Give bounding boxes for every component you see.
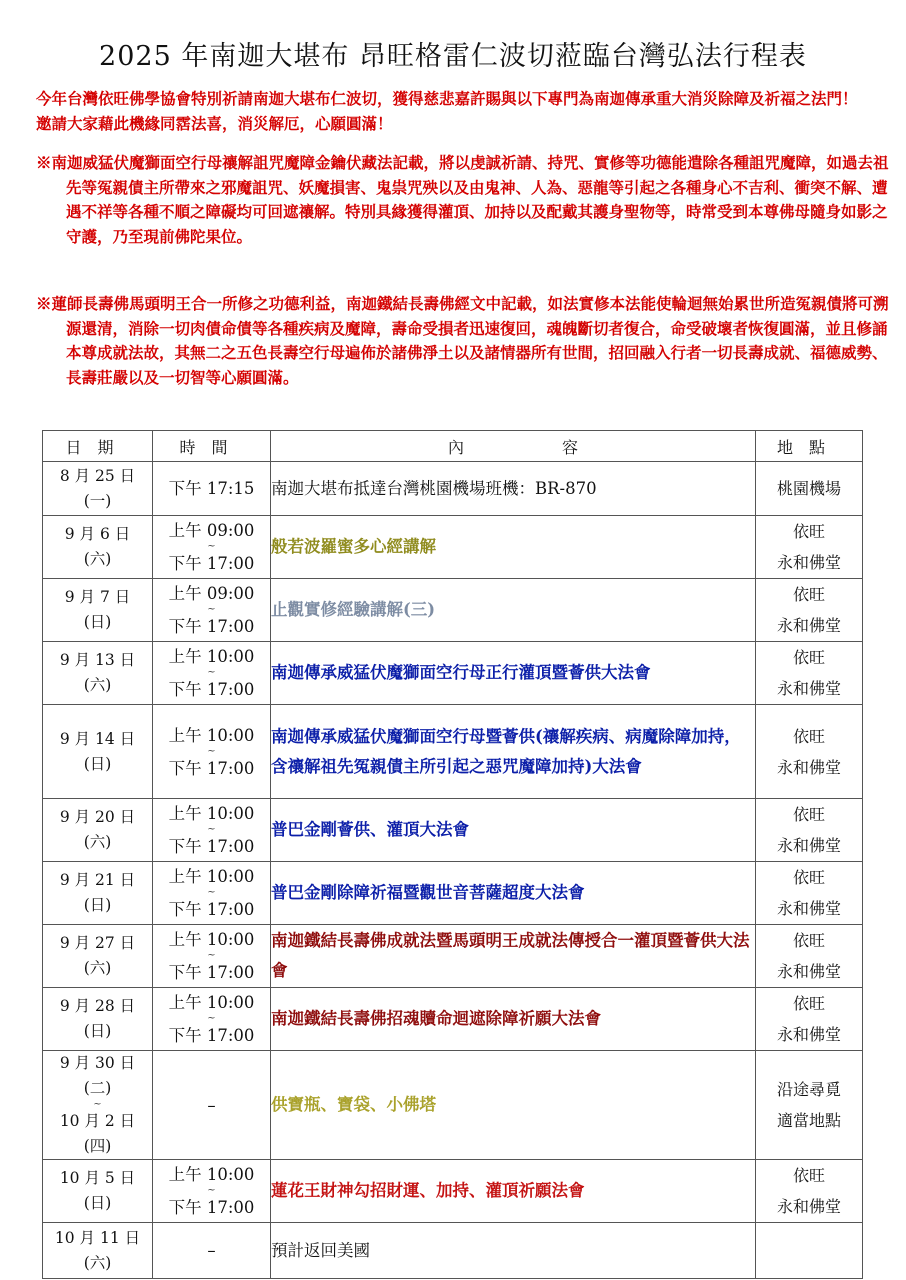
location-line-2: 永和佛堂: [776, 757, 841, 777]
time-cell: [153, 516, 271, 579]
time-range-tilde: ~: [207, 667, 216, 678]
location-line: 桃園機場: [776, 479, 841, 498]
time-cell: [153, 1051, 271, 1160]
location-line-2: 永和佛堂: [776, 962, 841, 981]
table-row: [43, 925, 863, 988]
time-range-tilde: ~: [207, 887, 216, 898]
schedule-table: [42, 430, 863, 1279]
time-range-tilde: ~: [207, 541, 216, 552]
note-curse-protection: ※南迦威猛伏魔獅面空行母禳解詛咒魔障金鑰伏藏法記載，將以虔誠祈請、持咒、實修等功德能遣除各種詛咒魔障，如過去祖先等冤親債主所帶來之邪魔詛咒、妖魔損害、鬼祟咒殃以及由鬼神、人為、惡龍等引起之各種身心不吉利、衝突不解、遭遇不祥等各種不順之障礙均可回遮禳解。特別具緣獲得灌頂、加持以及配戴其護身聖物等，時常受到本尊佛母隨身如影之守護，乃至現前佛陀果位。: [36, 153, 889, 246]
table-row: [43, 642, 863, 705]
header-time: 時間: [153, 431, 271, 462]
location-line: 依旺: [792, 994, 825, 1013]
location-line: 依旺: [792, 648, 825, 667]
date-cell: [43, 988, 153, 1051]
table-header-row: [43, 431, 863, 462]
location-cell: [756, 642, 863, 705]
date-range-tilde: ~: [93, 1099, 102, 1110]
location-cell: [756, 862, 863, 925]
content-cell: 供寶瓶、寶袋、小佛塔: [271, 1051, 756, 1160]
time-text: –: [207, 1095, 216, 1115]
time-cell: [153, 925, 271, 988]
time-start: 上午 10:00: [168, 725, 255, 745]
time-end: 下午 17:00: [168, 680, 255, 699]
weekday: (一): [83, 491, 112, 510]
time-cell: [153, 705, 271, 799]
location-cell: [756, 462, 863, 516]
location-cell: [756, 988, 863, 1051]
weekday: (六): [83, 550, 112, 568]
location-line: 依旺: [792, 585, 825, 604]
date-line: 9 月 6 日: [64, 525, 131, 543]
time-range-tilde: ~: [207, 1013, 216, 1024]
time-cell: [153, 642, 271, 705]
date-cell: [43, 705, 153, 799]
location-cell: [756, 579, 863, 642]
location-line-2: 永和佛堂: [776, 899, 841, 918]
weekday: (日): [83, 754, 112, 773]
time-cell: [153, 579, 271, 642]
note-longevity: ※蓮師長壽佛馬頭明王合一所修之功德利益，南迦鐵結長壽佛經文中記載，如法實修本法能使輪迴無始累世所造冤親債將可溯源還清，消除一切肉債命債等各種疾病及魔障，壽命受損者迅速復回，魂魄斷切者復合，命受破壞者恢復圓滿，並且修誦本尊成就法故，其無二之五色長壽空行母遍佈於諸佛淨土以及諸情器所有世間，招回融入行者一切長壽成就、福德威勢、長壽莊嚴以及一切智等心願圓滿。: [36, 294, 889, 387]
location-cell: [756, 799, 863, 862]
time-text: –: [207, 1241, 216, 1260]
time-start: 上午 10:00: [168, 804, 255, 823]
weekday: (六): [83, 1253, 112, 1272]
date-line: 9 月 30 日: [59, 1054, 136, 1072]
date-cell: [43, 642, 153, 705]
date-line-end: 10 月 2 日: [59, 1112, 136, 1130]
header-location: 地點: [756, 431, 863, 462]
content-cell: 普巴金剛除障祈福暨觀世音菩薩超度大法會: [271, 862, 756, 925]
time-cell: [153, 988, 271, 1051]
time-end: 下午 17:00: [168, 758, 255, 778]
time-end: 下午 17:00: [168, 837, 255, 856]
table-row: [43, 1223, 863, 1279]
date-cell: [43, 1223, 153, 1279]
date-line: 9 月 28 日: [59, 997, 136, 1015]
time-start: 上午 09:00: [168, 521, 255, 540]
table-row: [43, 988, 863, 1051]
table-row: [43, 1051, 863, 1160]
time-end: 下午 17:00: [168, 1198, 255, 1217]
date-cell: [43, 1051, 153, 1160]
location-line-2: 永和佛堂: [776, 616, 841, 635]
content-cell: 止觀實修經驗講解(三): [271, 579, 756, 642]
content-cell: 普巴金剛薈供、灌頂大法會: [271, 799, 756, 862]
location-line-2: 永和佛堂: [776, 679, 841, 698]
date-cell: [43, 579, 153, 642]
intro-paragraph: 今年台灣依旺佛學協會特別祈請南迦大堪布仁波切，獲得慈悲嘉許賜與以下專門為南迦傳承重大消災除障及祈福之法門！邀請大家藉此機緣同霑法喜，消災解厄，心願圓滿！: [36, 89, 858, 133]
header-date: 日期: [43, 431, 153, 462]
time-end: 下午 17:00: [168, 963, 255, 982]
table-row: [43, 1160, 863, 1223]
location-line-2: 適當地點: [776, 1111, 841, 1130]
location-line: 依旺: [792, 726, 825, 746]
weekday: (六): [83, 676, 112, 694]
weekday: (日): [83, 896, 112, 914]
date-line: 9 月 21 日: [59, 871, 136, 889]
time-start: 上午 10:00: [168, 930, 255, 949]
time-text: 下午 17:15: [168, 479, 255, 498]
location-cell: [756, 1160, 863, 1223]
weekday: (六): [83, 959, 112, 977]
time-end: 下午 17:00: [168, 617, 255, 636]
location-line: 依旺: [792, 868, 825, 887]
time-range-tilde: ~: [207, 604, 216, 615]
date-line: 9 月 7 日: [64, 588, 131, 606]
location-cell: [756, 705, 863, 799]
time-start: 上午 10:00: [168, 647, 255, 666]
location-cell: [756, 516, 863, 579]
page-title: 2025 年南迦大堪布 昂旺格雷仁波切蒞臨台灣弘法行程表: [99, 41, 807, 72]
time-cell: [153, 799, 271, 862]
location-line-2: 永和佛堂: [776, 836, 841, 855]
weekday: (六): [83, 833, 112, 851]
time-range-tilde: ~: [207, 745, 216, 757]
header-content: 內容: [271, 431, 756, 462]
date-line: 9 月 13 日: [59, 651, 136, 669]
date-line: 9 月 14 日: [59, 729, 136, 748]
date-line: 10 月 11 日: [54, 1228, 141, 1247]
time-cell: [153, 862, 271, 925]
date-cell: [43, 862, 153, 925]
content-cell: 般若波羅蜜多心經講解: [271, 516, 756, 579]
content-cell: 南迦大堪布抵達台灣桃園機場班機：BR-870: [271, 462, 756, 516]
date-line: 9 月 20 日: [59, 808, 136, 826]
location-line: 沿途尋覓: [776, 1080, 841, 1099]
location-line-2: 永和佛堂: [776, 553, 841, 572]
time-cell: [153, 462, 271, 516]
date-line: 10 月 5 日: [59, 1169, 136, 1187]
time-cell: [153, 1160, 271, 1223]
date-line: 9 月 27 日: [59, 934, 136, 952]
time-cell: [153, 1223, 271, 1279]
table-row: [43, 579, 863, 642]
weekday: (二): [83, 1079, 112, 1097]
date-cell: [43, 799, 153, 862]
weekday: (日): [83, 613, 112, 631]
location-line-2: 永和佛堂: [776, 1197, 841, 1216]
table-row: [43, 705, 863, 799]
time-range-tilde: ~: [207, 1185, 216, 1196]
date-line: 8 月 25 日: [59, 466, 136, 485]
content-cell: 南迦鐵結長壽佛招魂贖命迴遮除障祈願大法會: [271, 988, 756, 1051]
table-row: [43, 799, 863, 862]
content-cell: 蓮花王財神勾招財運、加持、灌頂祈願法會: [271, 1160, 756, 1223]
time-start: 上午 10:00: [168, 867, 255, 886]
content-cell: 南迦傳承威猛伏魔獅面空行母暨薈供(禳解疾病、病魔除障加持，含禳解祖先冤親債主所引起之惡咒魔障加持)大法會: [271, 705, 756, 799]
time-end: 下午 17:00: [168, 554, 255, 573]
time-end: 下午 17:00: [168, 1026, 255, 1045]
time-start: 上午 09:00: [168, 584, 255, 603]
time-range-tilde: ~: [207, 950, 216, 961]
location-line: 依旺: [792, 931, 825, 950]
weekday-end: (四): [83, 1137, 112, 1155]
weekday: (日): [83, 1022, 112, 1040]
location-line: 依旺: [792, 1166, 825, 1185]
time-range-tilde: ~: [207, 824, 216, 835]
content-cell: 南迦傳承威猛伏魔獅面空行母正行灌頂暨薈供大法會: [271, 642, 756, 705]
table-row: [43, 462, 863, 516]
location-cell: [756, 1223, 863, 1279]
table-row: [43, 862, 863, 925]
location-line-2: 永和佛堂: [776, 1025, 841, 1044]
date-cell: [43, 516, 153, 579]
weekday: (日): [83, 1194, 112, 1212]
date-cell: [43, 462, 153, 516]
date-cell: [43, 1160, 153, 1223]
time-start: 上午 10:00: [168, 993, 255, 1012]
table-row: [43, 516, 863, 579]
content-cell: 預計返回美國: [271, 1223, 756, 1279]
content-cell: 南迦鐵結長壽佛成就法暨馬頭明王成就法傳授合一灌頂暨薈供大法會: [271, 925, 756, 988]
time-start: 上午 10:00: [168, 1165, 255, 1184]
date-cell: [43, 925, 153, 988]
location-line: 依旺: [792, 805, 825, 824]
location-cell: [756, 925, 863, 988]
location-line: 依旺: [792, 522, 825, 541]
location-cell: [756, 1051, 863, 1160]
time-end: 下午 17:00: [168, 900, 255, 919]
